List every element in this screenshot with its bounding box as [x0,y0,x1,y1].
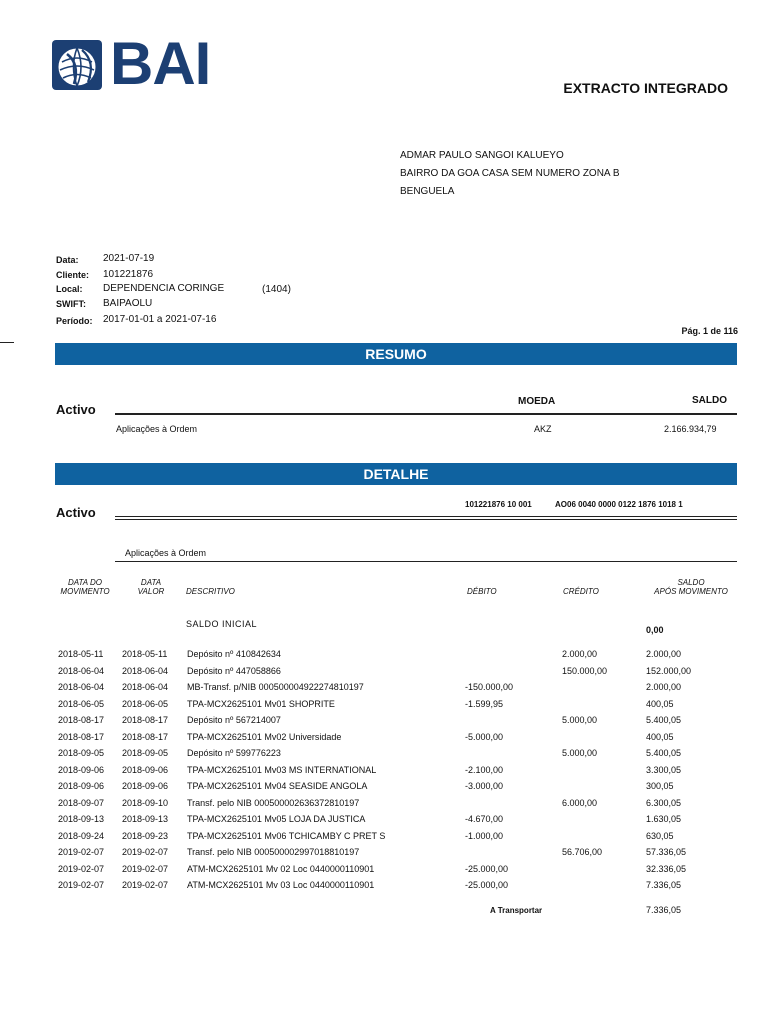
tx-balance: 5.400,05 [646,748,682,758]
transportar-value: 7.336,05 [646,905,682,915]
tx-balance: 6.300,05 [646,797,682,808]
table-row [0,831,768,847]
tx-debit: -2.100,00 [465,764,504,775]
tx-credit: 5.000,00 [562,715,598,725]
tx-date-movimento: 2018-05-11 [58,649,104,659]
tx-description: TPA-MCX2625101 Mv06 TCHICAMBY C PRET S [187,830,386,841]
tx-description: TPA-MCX2625101 Mv03 MS INTERNATIONAL [187,764,377,775]
tx-debit: -5.000,00 [465,731,504,742]
tx-date-movimento: 2019-02-07 [58,863,105,874]
local-code: (1404) [262,284,291,295]
globe-icon [52,40,102,90]
tx-date-movimento: 2018-09-24 [58,830,105,841]
tx-balance: 400,05 [646,731,674,742]
tx-date-valor: 2019-02-07 [122,847,169,857]
detalhe-band: DETALHE [55,463,737,485]
tx-description: Depósito nº 567214007 [187,715,281,725]
margin-mark [0,342,14,343]
table-row [0,765,768,781]
swift-value: BAIPAOLU [103,298,153,309]
tx-balance: 1.630,05 [646,814,682,824]
col-data-movimento: DATA DO MOVIMENTO [60,578,110,596]
tx-description: MB-Transf. p/NIB 000500004922274810197 [187,682,364,692]
tx-date-valor: 2018-09-13 [122,814,169,824]
col-credito: CRÉDITO [563,587,599,596]
local-value: DEPENDENCIA CORINGE [103,283,225,294]
detalhe-divider-bottom [115,519,737,520]
transportar-label: A Transportar [490,906,543,915]
tx-debit: -4.670,00 [465,814,504,824]
tx-debit: -150.000,00 [465,682,514,692]
tx-description: ATM-MCX2625101 Mv 02 Loc 0440000110901 [187,863,375,874]
table-row [0,649,768,665]
tx-date-movimento: 2019-02-07 [58,847,105,857]
tx-credit: 2.000,00 [562,649,598,659]
local-label: Local: [56,284,83,294]
tx-date-valor: 2019-02-07 [122,880,169,890]
address-line-2: BENGUELA [400,186,455,197]
tx-date-movimento: 2018-09-05 [58,748,105,758]
page-number: Pág. 1 de 116 [681,326,738,336]
table-row [0,814,768,830]
subsection-divider [115,561,737,562]
bank-logo [52,30,212,97]
tx-date-movimento: 2018-09-06 [58,781,105,791]
table-row [0,864,768,880]
saldo-inicial-label: SALDO INICIAL [186,619,258,629]
tx-description: Transf. pelo NIB 000500002636372810197 [187,797,360,808]
table-row [0,666,768,682]
table-row [0,732,768,748]
tx-credit: 6.000,00 [562,797,598,808]
detalhe-divider-top [115,516,737,517]
tx-description: Depósito nº 447058866 [187,665,281,676]
tx-balance: 400,05 [646,698,674,709]
resumo-row-balance: 2.166.934,79 [664,424,717,434]
tx-description: TPA-MCX2625101 Mv02 Universidade [187,731,342,742]
subsection-title: Aplicações à Ordem [125,548,207,558]
saldo-inicial-value: 0,00 [646,625,664,635]
cliente-value: 101221876 [103,269,154,280]
tx-credit: 56.706,00 [562,847,603,857]
tx-description: TPA-MCX2625101 Mv05 LOJA DA JUSTICA [187,814,366,824]
tx-date-movimento: 2018-08-17 [58,715,105,725]
tx-balance: 57.336,05 [646,847,687,857]
resumo-divider [115,413,737,415]
tx-description: Depósito nº 410842634 [187,649,281,659]
tx-balance: 2.000,00 [646,649,682,659]
tx-description: Depósito nº 599776223 [187,748,281,758]
data-value: 2021-07-19 [103,253,155,264]
tx-date-movimento: 2018-08-17 [58,731,105,742]
tx-date-valor: 2018-09-10 [122,797,169,808]
tx-date-valor: 2018-08-17 [122,715,169,725]
address-line-1: BAIRRO DA GOA CASA SEM NUMERO ZONA B [400,168,620,179]
tx-date-movimento: 2018-09-13 [58,814,105,824]
tx-debit: -25.000,00 [465,863,509,874]
tx-balance: 630,05 [646,830,674,841]
table-row [0,715,768,731]
data-label: Data: [56,255,79,265]
resumo-activo-label: Activo [56,402,96,417]
tx-date-valor: 2018-09-05 [122,748,169,758]
col-descritivo: DESCRITIVO [186,587,235,596]
col-data-valor: DATA VALOR [137,578,165,596]
col-saldo-apos: SALDO APÓS MOVIMENTO [654,578,728,596]
iban: AO06 0040 0000 0122 1876 1018 1 [555,500,683,509]
table-row [0,798,768,814]
tx-date-valor: 2018-06-05 [122,698,169,709]
periodo-value: 2017-01-01 a 2021-07-16 [103,314,217,325]
moeda-header: MOEDA [518,396,556,407]
tx-credit: 5.000,00 [562,748,598,758]
tx-date-movimento: 2019-02-07 [58,880,105,890]
tx-balance: 300,05 [646,781,674,791]
tx-date-valor: 2018-06-04 [122,665,169,676]
tx-date-valor: 2018-09-06 [122,764,169,775]
resumo-band: RESUMO [55,343,737,365]
table-row [0,781,768,797]
tx-balance: 2.000,00 [646,682,682,692]
tx-date-valor: 2019-02-07 [122,863,169,874]
tx-debit: -25.000,00 [465,880,509,890]
tx-date-valor: 2018-09-06 [122,781,169,791]
tx-date-movimento: 2018-06-05 [58,698,105,709]
saldo-header: SALDO [692,395,727,406]
tx-balance: 152.000,00 [646,665,692,676]
resumo-row-description: Aplicações à Ordem [116,424,198,434]
tx-balance: 7.336,05 [646,880,682,890]
tx-debit: -1.000,00 [465,830,504,841]
table-row [0,748,768,764]
tx-description: ATM-MCX2625101 Mv 03 Loc 0440000110901 [187,880,375,890]
tx-date-movimento: 2018-06-04 [58,682,105,692]
document-title: EXTRACTO INTEGRADO [563,80,728,96]
tx-date-movimento: 2018-09-07 [58,797,105,808]
tx-date-movimento: 2018-06-04 [58,665,105,676]
tx-date-valor: 2018-06-04 [122,682,169,692]
resumo-row-currency: AKZ [534,424,552,434]
client-name: ADMAR PAULO SANGOI KALUEYO [400,150,564,161]
cliente-label: Cliente: [56,270,90,280]
tx-date-valor: 2018-05-11 [122,649,168,659]
account-number: 101221876 10 001 [465,500,532,509]
tx-balance: 3.300,05 [646,764,682,775]
tx-debit: -1.599,95 [465,698,504,709]
tx-description: Transf. pelo NIB 000500002997018810197 [187,847,360,857]
periodo-label: Período: [56,316,93,326]
tx-balance: 5.400,05 [646,715,682,725]
tx-credit: 150.000,00 [562,665,608,676]
tx-description: TPA-MCX2625101 Mv01 SHOPRITE [187,698,335,709]
swift-label: SWIFT: [56,299,86,309]
logo-wordmark: BAI [110,30,211,97]
detalhe-activo-label: Activo [56,505,96,520]
tx-balance: 32.336,05 [646,863,687,874]
table-row [0,682,768,698]
table-row [0,880,768,896]
table-row [0,847,768,863]
col-debito: DÉBITO [467,587,497,596]
tx-description: TPA-MCX2625101 Mv04 SEASIDE ANGOLA [187,781,368,791]
tx-debit: -3.000,00 [465,781,504,791]
tx-date-valor: 2018-08-17 [122,731,169,742]
tx-date-movimento: 2018-09-06 [58,764,105,775]
tx-date-valor: 2018-09-23 [122,830,169,841]
table-row [0,699,768,715]
